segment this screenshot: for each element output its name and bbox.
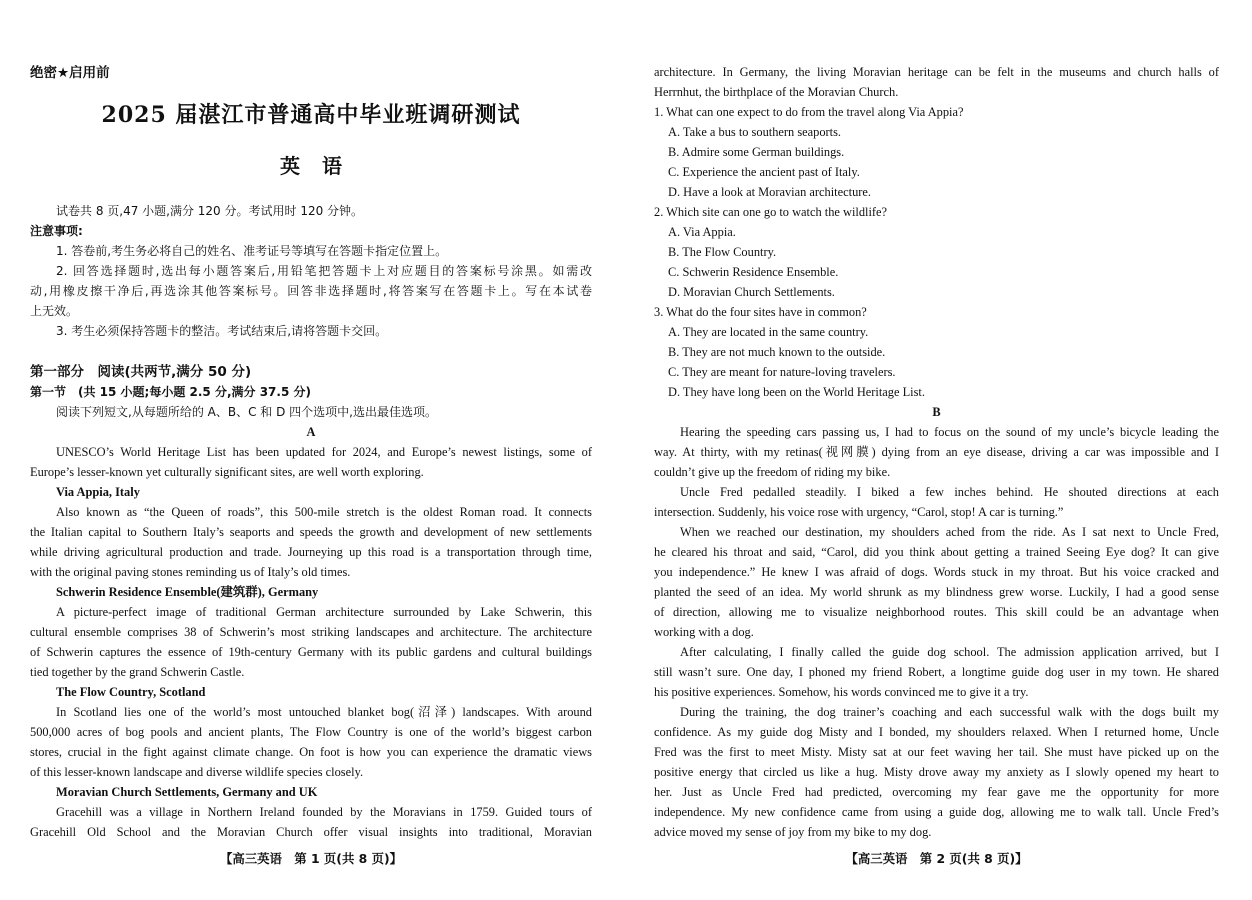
passage-a-label: A <box>306 425 316 439</box>
moravian-heading: Moravian Church Settlements, Germany and UK <box>56 785 318 799</box>
moravian-line: Gracehill was a village in Northern Ireland founded by the Moravians in 1759. Guided tours of <box>56 805 592 819</box>
via-appia-line: the Italian capital to Southern Italy’s seaports and speeds the growth and development of new settlements <box>30 525 592 539</box>
passage-b-line: When we reached our destination, my shoulders ached from the ride. As I sat next to Uncle Fred, <box>680 525 1219 539</box>
passage-b-line: you independence.” He knew I was afraid of dogs. Words stuck in my throat. But his voice cracked and <box>654 565 1219 579</box>
moravian-line: architecture. In Germany, the living Moravian heritage can be felt in the museums and church halls of <box>654 65 1219 79</box>
passage-a-line: Europe’s lesser-known yet culturally significant sites, are well worth exploring. <box>30 465 424 479</box>
question-1-stem: 1. What can one expect to do from the travel along Via Appia? <box>654 105 964 119</box>
question-2-stem: 2. Which site can one go to watch the wildlife? <box>654 205 888 219</box>
question-2-option-c: C. Schwerin Residence Ensemble. <box>668 265 839 279</box>
note-line: 动,用橡皮擦干净后,再选涂其他答案标号。回答非选择题时,将答案写在答题卡上。写在本试卷 <box>30 284 592 298</box>
passage-b-line: During the training, the dog trainer’s coaching and each successful walk with the dogs built my <box>680 705 1219 719</box>
question-3-option-d: D. They have long been on the World Heritage List. <box>668 385 925 399</box>
passage-a-line: UNESCO’s World Heritage List has been updated for 2024, and Europe’s newest listings, some of <box>56 445 592 459</box>
note-line: 2. 回答选择题时,选出每小题答案后,用铅笔把答题卡上对应题目的答案标号涂黑。如需改 <box>56 264 592 278</box>
question-1-option-c: C. Experience the ancient past of Italy. <box>668 165 860 179</box>
schwerin-line: A picture-perfect image of traditional German architecture surrounded by Lake Schwerin, this <box>56 605 592 619</box>
flow-country-line: of this lesser-known landscape and diverse wildlife species closely. <box>30 765 364 779</box>
exam-intro: 试卷共 8 页,47 小题,满分 120 分。考试用时 120 分钟。 <box>56 204 364 218</box>
question-2-option-a: A. Via Appia. <box>668 225 736 239</box>
question-3-option-c: C. They are meant for nature-loving travelers. <box>668 365 896 379</box>
note-line: 3. 考生必须保持答题卡的整洁。考试结束后,请将答题卡交回。 <box>56 324 388 338</box>
page-1 <box>30 0 592 900</box>
schwerin-line: of Schwerin captures the essence of 19th-century Germany with its public gardens and cultural buildings <box>30 645 592 659</box>
schwerin-line: tied together by the grand Schwerin Castle. <box>30 665 245 679</box>
page-1-footer: 【高三英语 第 1 页(共 8 页)】 <box>219 851 403 866</box>
flow-country-heading: The Flow Country, Scotland <box>56 685 206 699</box>
schwerin-heading: Schwerin Residence Ensemble(建筑群), Germany <box>56 585 319 599</box>
page-2 <box>654 0 1219 900</box>
passage-b-line: After calculating, I finally called the guide dog school. The admission application arrived, but I <box>680 645 1219 659</box>
flow-country-line: 500,000 acres of bog pools and ancient plants, The Flow Country is one of the world’s biggest carbon <box>30 725 592 739</box>
subject-title: 英语 <box>280 154 364 178</box>
section1-instruction: 阅读下列短文,从每题所给的 A、B、C 和 D 四个选项中,选出最佳选项。 <box>56 405 437 419</box>
via-appia-heading: Via Appia, Italy <box>56 485 140 499</box>
question-2-option-d: D. Moravian Church Settlements. <box>668 285 835 299</box>
passage-b-line: advice moved my sense of joy from my bike to my dog. <box>654 825 932 839</box>
page-2-footer: 【高三英语 第 2 页(共 8 页)】 <box>845 851 1028 866</box>
via-appia-line: Also known as “the Queen of roads”, this 500-mile stretch is the oldest Roman road. It connects <box>56 505 592 519</box>
passage-b-line: intersection. Suddenly, his voice rose with urgency, “Carol, stop! A car is turning.” <box>654 505 1064 519</box>
via-appia-line: while driving agricultural production and trade. Journeying up this road is a transportation through time, <box>30 545 592 559</box>
question-2-option-b: B. The Flow Country. <box>668 245 777 259</box>
part1-heading: 第一部分 阅读(共两节,满分 50 分) <box>30 364 252 380</box>
question-3-stem: 3. What do the four sites have in common? <box>654 305 867 319</box>
flow-country-line: stores, crucial in the fight against climate change. On foot is how you can experience the dramatic views <box>30 745 592 759</box>
question-3-option-a: A. They are located in the same country. <box>668 325 869 339</box>
section1-heading: 第一节 (共 15 小题;每小题 2.5 分,满分 37.5 分) <box>30 385 311 399</box>
question-1-option-d: D. Have a look at Moravian architecture. <box>668 185 871 199</box>
passage-b-line: positive energy that circled us like a hug. Misty drove away my anxiety as I slowly opened my heart to <box>654 765 1219 779</box>
notes-heading: 注意事项: <box>30 224 83 238</box>
passage-b-line: confidence. As my guide dog Misty and I bonded, my shoulders relaxed. When I returned home, Uncle <box>654 725 1219 739</box>
moravian-line: Gracehill Old School and the Moravian Church offer visual insights into traditional, Moravian <box>30 825 592 839</box>
passage-b-label: B <box>932 405 941 419</box>
passage-b-line: working with a dog. <box>654 625 754 639</box>
question-3-option-b: B. They are not much known to the outside. <box>668 345 886 359</box>
passage-b-line: of direction, allowing me to visualize neighborhood routes. This skill could be an advantage when <box>654 605 1219 619</box>
passage-b-line: planted the seed of an idea. My world shrunk as my blindness grew worse. Luckily, I had a good sense <box>654 585 1219 599</box>
passage-b-line: way. At thirty, with my retinas(视网膜) dying from an eye disease, driving a car was impossible and I <box>654 445 1219 459</box>
schwerin-line: cultural ensemble comprises 38 of Schwerin’s most striking landscapes and architecture. The architecture <box>30 625 592 639</box>
via-appia-line: with the original paving stones reminding us of Italy’s old times. <box>30 565 351 579</box>
note-line: 1. 答卷前,考生务必将自己的姓名、准考证号等填写在答题卡指定位置上。 <box>56 244 448 258</box>
confidential-mark: 绝密★启用前 <box>30 65 110 81</box>
moravian-line: Herrnhut, the birthplace of the Moravian Church. <box>654 85 899 99</box>
exam-title: 2025 届湛江市普通高中毕业班调研测试 <box>101 102 521 128</box>
passage-b-line: her. Just as Uncle Fred had predicted, overcoming my fear gave me the opportunity for more <box>654 785 1219 799</box>
question-1-option-b: B. Admire some German buildings. <box>668 145 845 159</box>
passage-b-line: still wasn’t sure. One day, I phoned my friend Robert, a longtime guide dog user in my town. He shared <box>654 665 1219 679</box>
passage-b-line: his positive experiences. Somehow, his words convinced me to give it a try. <box>654 685 1029 699</box>
passage-b-line: Hearing the speeding cars passing us, I had to focus on the sound of my uncle’s bicycle leading the <box>680 425 1219 439</box>
passage-b-line: Uncle Fred pedalled steadily. I biked a few inches behind. He shouted directions at each <box>680 485 1219 499</box>
flow-country-line: In Scotland lies one of the world’s most untouched blanket bog(沼泽) landscapes. With around <box>56 705 592 719</box>
passage-b-line: independence. My new confidence came from using a guide dog, allowing me to walk tall. Uncle Fred’s <box>654 805 1219 819</box>
passage-b-line: he cleared his throat and said, “Carol, did you think about getting a trained Seeing Eye dog? It can give <box>654 545 1219 559</box>
note-line: 上无效。 <box>30 304 79 318</box>
question-1-option-a: A. Take a bus to southern seaports. <box>668 125 842 139</box>
passage-b-line: couldn’t give up the freedom of riding my bike. <box>654 465 891 479</box>
passage-b-line: Fred was the first to meet Misty. Misty sat at our feet waving her tail. She must have picked up on the <box>654 745 1219 759</box>
